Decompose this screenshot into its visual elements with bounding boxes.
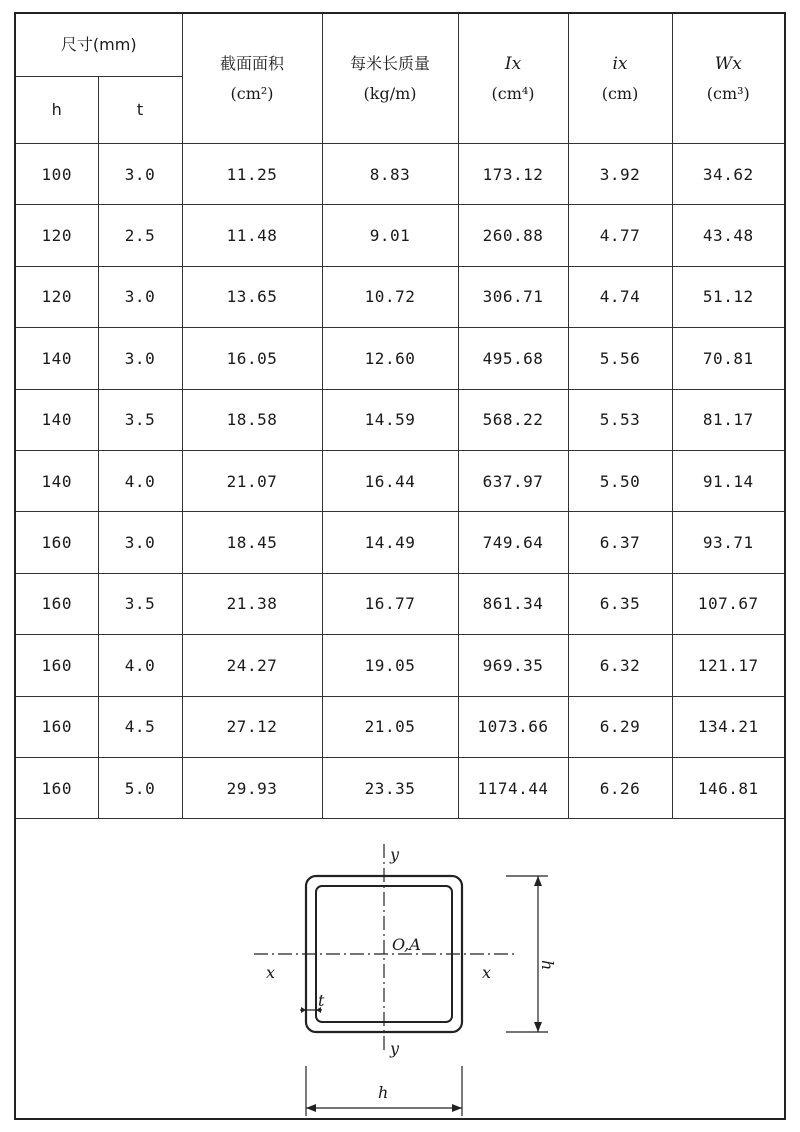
cell-t: 3.0 [98, 144, 182, 205]
table-row [16, 512, 784, 573]
cell-wx: 81.17 [672, 389, 784, 450]
cell-h: 160 [16, 573, 98, 634]
cross-section-figure [16, 826, 784, 1118]
ix-label: Ix [504, 53, 522, 74]
cell-area: 27.12 [182, 696, 322, 757]
cell-t: 2.5 [98, 205, 182, 266]
cell-wx: 134.21 [672, 696, 784, 757]
width-label: h [378, 1083, 389, 1102]
table-row [16, 328, 784, 389]
mass-unit: (kg/m) [363, 83, 417, 103]
t-header: t [98, 77, 182, 144]
table-row [16, 205, 784, 266]
cell-t: 3.0 [98, 328, 182, 389]
table-row [16, 635, 784, 696]
ix-unit: (cm⁴) [491, 83, 535, 103]
centroid-label: O,A [392, 935, 421, 954]
cell-ix: 5.53 [568, 389, 672, 450]
table-body [16, 144, 784, 819]
wx-header [672, 14, 784, 144]
cell-mass: 9.01 [322, 205, 458, 266]
height-label: h [538, 960, 557, 971]
cell-h: 160 [16, 757, 98, 818]
cell-ix: 3.92 [568, 144, 672, 205]
cell-area: 21.38 [182, 573, 322, 634]
cell-ix: 6.32 [568, 635, 672, 696]
cell-mass: 16.77 [322, 573, 458, 634]
cell-ix: 1073.66 [458, 696, 568, 757]
cell-mass: 8.83 [322, 144, 458, 205]
cell-t: 3.0 [98, 266, 182, 327]
square-tube-diagram [16, 826, 784, 1118]
cell-wx: 70.81 [672, 328, 784, 389]
cell-mass: 14.49 [322, 512, 458, 573]
table-row [16, 757, 784, 818]
wx-unit: (cm³) [706, 83, 750, 103]
cell-area: 24.27 [182, 635, 322, 696]
area-unit: (cm²) [230, 83, 274, 103]
table-row [16, 266, 784, 327]
dimensions-header: 尺寸(mm) [16, 14, 182, 77]
cell-area: 18.58 [182, 389, 322, 450]
cell-t: 3.0 [98, 512, 182, 573]
mass-label: 每米长质量 [350, 53, 431, 73]
width-arrow-left [306, 1104, 316, 1112]
cell-ix: 173.12 [458, 144, 568, 205]
table-row [16, 696, 784, 757]
cell-ix: 861.34 [458, 573, 568, 634]
cell-ix: 568.22 [458, 389, 568, 450]
cell-t: 4.5 [98, 696, 182, 757]
x-axis-label-left: x [266, 963, 276, 982]
cell-mass: 21.05 [322, 696, 458, 757]
cell-ix: 6.37 [568, 512, 672, 573]
cell-ix: 306.71 [458, 266, 568, 327]
cell-h: 120 [16, 205, 98, 266]
cell-t: 4.0 [98, 635, 182, 696]
cell-area: 13.65 [182, 266, 322, 327]
x-axis-label-right: x [482, 963, 492, 982]
cell-area: 11.25 [182, 144, 322, 205]
cell-mass: 12.60 [322, 328, 458, 389]
wx-label: Wx [714, 53, 742, 74]
cell-h: 140 [16, 328, 98, 389]
cell-area: 16.05 [182, 328, 322, 389]
cell-wx: 43.48 [672, 205, 784, 266]
cell-h: 160 [16, 512, 98, 573]
cell-h: 120 [16, 266, 98, 327]
cell-ix: 495.68 [458, 328, 568, 389]
rx-header [568, 14, 672, 144]
mass-header [322, 14, 458, 144]
cell-wx: 146.81 [672, 757, 784, 818]
cell-ix: 749.64 [458, 512, 568, 573]
cell-t: 3.5 [98, 573, 182, 634]
ix-header [458, 14, 568, 144]
cell-ix: 4.74 [568, 266, 672, 327]
table-row [16, 389, 784, 450]
cell-ix: 1174.44 [458, 757, 568, 818]
area-label: 截面面积 [220, 53, 285, 73]
height-arrow-top [534, 876, 542, 886]
cell-ix: 969.35 [458, 635, 568, 696]
cell-h: 140 [16, 389, 98, 450]
cell-area: 21.07 [182, 450, 322, 511]
cell-t: 5.0 [98, 757, 182, 818]
cell-ix: 6.35 [568, 573, 672, 634]
cell-wx: 93.71 [672, 512, 784, 573]
cell-wx: 34.62 [672, 144, 784, 205]
rx-label: ix [612, 53, 628, 74]
cell-mass: 23.35 [322, 757, 458, 818]
cell-mass: 10.72 [322, 266, 458, 327]
cell-h: 140 [16, 450, 98, 511]
cell-h: 100 [16, 144, 98, 205]
cell-area: 29.93 [182, 757, 322, 818]
cell-ix: 6.29 [568, 696, 672, 757]
cell-mass: 16.44 [322, 450, 458, 511]
cell-area: 18.45 [182, 512, 322, 573]
cell-ix: 5.56 [568, 328, 672, 389]
thickness-label: t [318, 991, 325, 1010]
cell-h: 160 [16, 635, 98, 696]
cell-h: 160 [16, 696, 98, 757]
y-axis-label-top: y [390, 845, 400, 864]
height-arrow-bottom [534, 1022, 542, 1032]
width-arrow-right [452, 1104, 462, 1112]
cell-mass: 19.05 [322, 635, 458, 696]
cell-area: 11.48 [182, 205, 322, 266]
table-row [16, 144, 784, 205]
cell-ix: 637.97 [458, 450, 568, 511]
document-frame [14, 12, 786, 1120]
h-header: h [16, 77, 98, 144]
cell-ix: 4.77 [568, 205, 672, 266]
table-row [16, 573, 784, 634]
cell-t: 3.5 [98, 389, 182, 450]
section-properties-table [16, 14, 784, 819]
cell-wx: 91.14 [672, 450, 784, 511]
area-header [182, 14, 322, 144]
cell-ix: 5.50 [568, 450, 672, 511]
cell-wx: 107.67 [672, 573, 784, 634]
cell-ix: 260.88 [458, 205, 568, 266]
cell-mass: 14.59 [322, 389, 458, 450]
cell-wx: 121.17 [672, 635, 784, 696]
y-axis-label-bottom: y [390, 1039, 400, 1058]
cell-t: 4.0 [98, 450, 182, 511]
table-row [16, 450, 784, 511]
rx-unit: (cm) [601, 83, 639, 103]
cell-wx: 51.12 [672, 266, 784, 327]
cell-ix: 6.26 [568, 757, 672, 818]
